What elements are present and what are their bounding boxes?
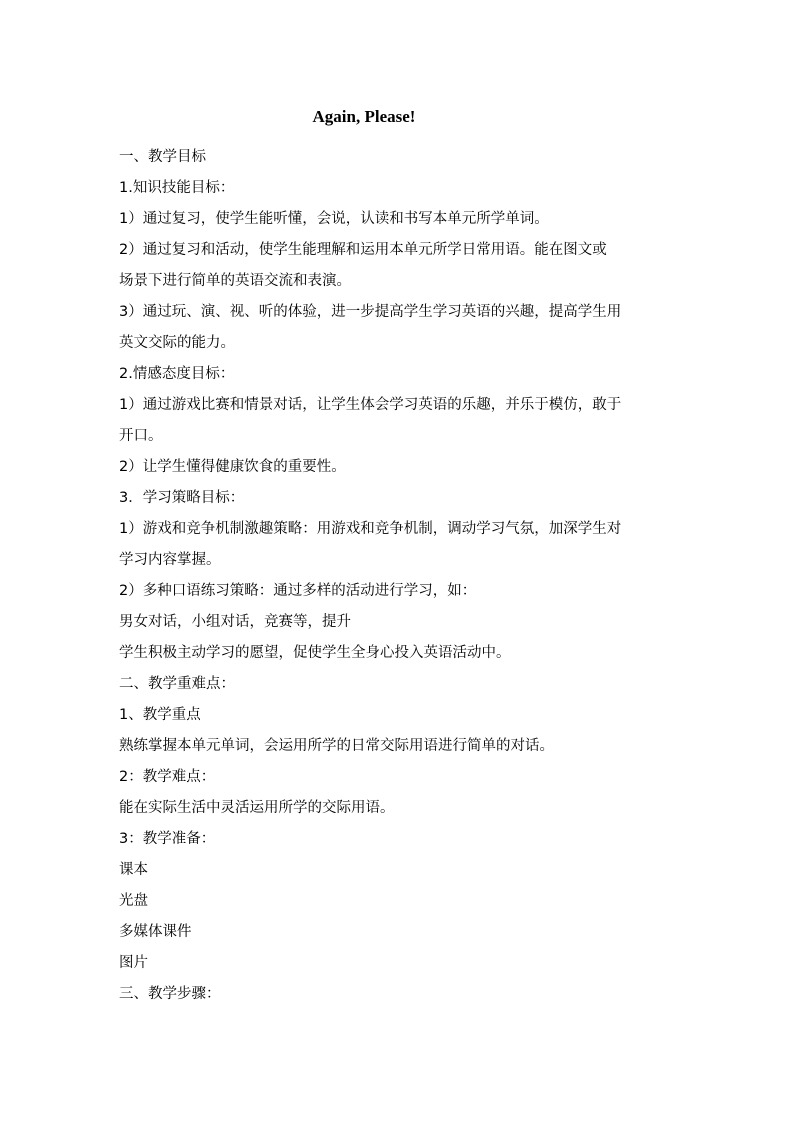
heading-teaching-steps: 三、教学步骤：: [119, 986, 221, 1002]
paragraph-line: 英文交际的能力。: [119, 335, 235, 351]
subheading-learning-strategy: 3．学习策略目标：: [119, 490, 245, 506]
heading-teaching-goals: 一、教学目标: [119, 149, 206, 165]
paragraph-line: 开口。: [119, 428, 163, 444]
list-item: 多媒体课件: [119, 924, 192, 940]
paragraph-line: 场景下进行简单的英语交流和表演。: [119, 273, 351, 289]
paragraph-line: 熟练掌握本单元单词，会运用所学的日常交际用语进行简单的对话。: [119, 738, 554, 754]
subheading-preparation: 3：教学准备：: [119, 831, 216, 847]
paragraph-line: 学生积极主动学习的愿望，促使学生全身心投入英语活动中。: [119, 645, 511, 661]
paragraph-line: 男女对话，小组对话，竞赛等，提升: [119, 614, 351, 630]
subheading-knowledge-skills: 1.知识技能目标：: [119, 180, 235, 196]
paragraph-line: 学习内容掌握。: [119, 552, 221, 568]
document-title: Again, Please!: [312, 107, 416, 126]
paragraph-line: 2）多种口语练习策略：通过多样的活动进行学习，如：: [119, 583, 477, 599]
heading-key-difficult-points: 二、教学重难点：: [119, 676, 235, 692]
list-item: 光盘: [119, 893, 148, 909]
paragraph-line: 1）游戏和竞争机制激趣策略：用游戏和竞争机制，调动学习气氛，加深学生对: [119, 521, 622, 537]
subheading-emotion-attitude: 2.情感态度目标：: [119, 366, 235, 382]
paragraph-line: 2）让学生懂得健康饮食的重要性。: [119, 459, 346, 475]
subheading-difficult-points: 2：教学难点：: [119, 769, 216, 785]
document-body: [119, 142, 679, 1010]
subheading-key-points: 1、教学重点: [119, 707, 201, 723]
paragraph-line: 能在实际生活中灵活运用所学的交际用语。: [119, 800, 395, 816]
paragraph-line: 1）通过游戏比赛和情景对话，让学生体会学习英语的乐趣，并乐于模仿，敢于: [119, 397, 622, 413]
list-item: 课本: [119, 862, 148, 878]
paragraph-line: 3）通过玩、演、视、听的体验，进一步提高学生学习英语的兴趣，提高学生用: [119, 304, 622, 320]
paragraph-line: 2）通过复习和活动，使学生能理解和运用本单元所学日常用语。能在图文或: [119, 242, 607, 258]
paragraph-line: 1）通过复习，使学生能听懂，会说，认读和书写本单元所学单词。: [119, 211, 549, 227]
list-item: 图片: [119, 955, 148, 971]
